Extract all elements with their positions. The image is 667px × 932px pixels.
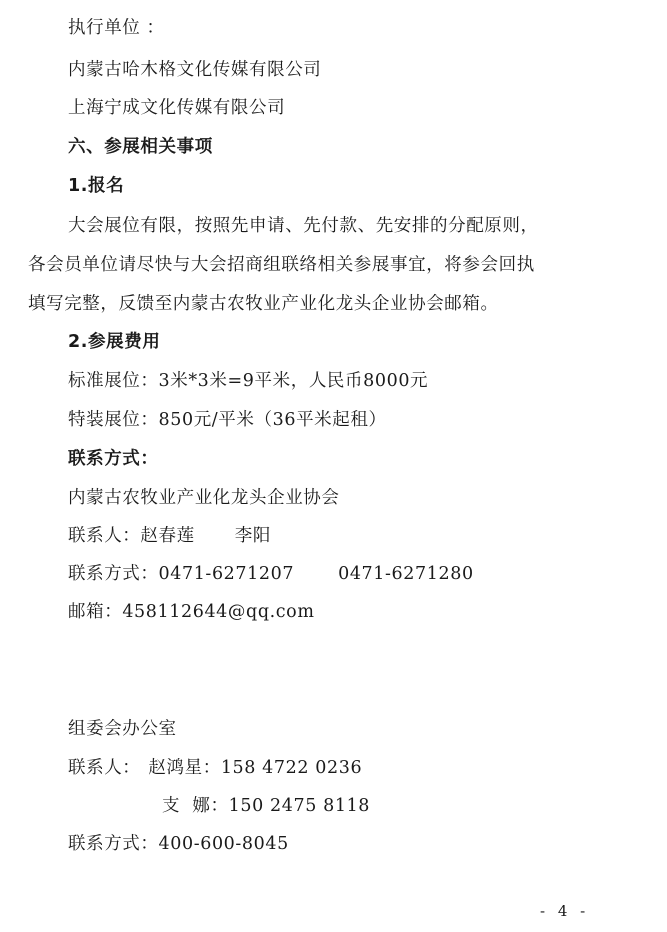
contact-email-row [68, 601, 315, 623]
contact-title: 联系方式： [68, 449, 159, 469]
contact-email: 458112644@qq.com [122, 602, 315, 622]
registration-paragraph-line-2: 各会员单位请尽快与大会招商组联络相关参展事宜，将参会回执 [28, 255, 535, 275]
fees-title: 2.参展费用 [68, 332, 161, 352]
contact-person-2: 李阳 [234, 526, 271, 546]
committee-person-1-phone: 158 4722 0236 [220, 758, 363, 778]
executor-org-2: 上海宁成文化传媒有限公司 [68, 98, 286, 118]
registration-title: 1.报名 [68, 176, 125, 196]
contact-people-row [68, 525, 271, 547]
executor-org-1: 内蒙古哈木格文化传媒有限公司 [68, 60, 322, 80]
contact-phone-2: 0471-6271280 [338, 564, 474, 584]
committee-person-2-phone: 150 2475 8118 [228, 796, 371, 816]
contact-phone-row [68, 563, 474, 585]
registration-paragraph-line-3: 填写完整，反馈至内蒙古农牧业产业化龙头企业协会邮箱。 [28, 294, 499, 314]
committee-people-row [68, 757, 362, 779]
contact-phone-1: 0471-6271207 [158, 564, 295, 584]
standard-booth-fee: 标准展位：3米*3米=9平米，人民币8000元 [68, 371, 429, 391]
contact-people-label: 联系人： [68, 526, 141, 546]
committee-phone: 400-600-8045 [158, 834, 289, 854]
section-6-title: 六、参展相关事项 [68, 137, 213, 157]
contact-phone-label: 联系方式： [68, 564, 159, 584]
contact-org: 内蒙古农牧业产业化龙头企业协会 [68, 488, 340, 508]
committee-person-2-row [162, 795, 370, 817]
committee-phone-row [68, 833, 289, 855]
contact-person-1: 赵春莲 [140, 526, 195, 546]
committee-people-label: 联系人： [68, 758, 141, 778]
special-booth-fee: 特装展位：850元/平米（36平米起租） [68, 410, 387, 430]
executors-heading: 执行单位 ： [68, 18, 165, 38]
committee-phone-label: 联系方式： [68, 834, 159, 854]
committee-person-2-name: 支 娜： [162, 796, 229, 816]
page-number: - 4 - [540, 902, 590, 920]
contact-email-label: 邮箱： [68, 602, 123, 622]
committee-title: 组委会办公室 [68, 719, 177, 739]
registration-paragraph-line-1: 大会展位有限，按照先申请、先付款、先安排的分配原则， [68, 216, 539, 236]
committee-person-1-name: 赵鸿星： [148, 758, 221, 778]
